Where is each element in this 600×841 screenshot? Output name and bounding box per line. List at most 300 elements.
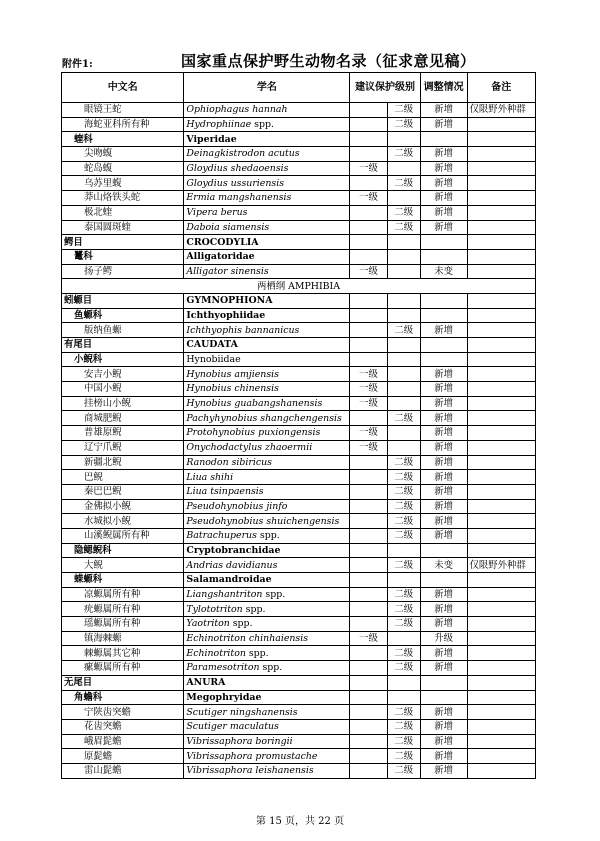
level-1-cell [350,661,387,676]
table-row [62,367,536,382]
species-scientific-name [184,587,350,602]
species-scientific-name [184,161,350,176]
adjustment-cell [420,573,467,588]
level-2-cell [387,631,420,646]
table-row [62,264,536,279]
remarks-cell [467,382,536,397]
adjustment-cell: 升级 [420,631,467,646]
scientific-name-italic: Protohynobius puxiongensis [186,427,321,439]
family-chinese-name: 蝾螈科 [62,573,184,588]
level-2-cell [387,264,420,279]
adjustment-cell: 新增 [420,117,467,132]
remarks-cell [467,705,536,720]
adjustment-cell: 未变 [420,264,467,279]
species-scientific-name [184,734,350,749]
level-1-cell [350,470,387,485]
table-row [62,426,536,441]
adjustment-cell: 新增 [420,323,467,338]
level-2-cell [387,191,420,206]
family-scientific-name: Megophryidae [184,690,350,705]
level-2-cell [387,573,420,588]
species-scientific-name [184,147,350,162]
level-2-cell: 二级 [387,719,420,734]
level-1-cell [350,514,387,529]
level-2-cell: 二级 [387,470,420,485]
species-scientific-name [184,220,350,235]
table-row [62,117,536,132]
order-chinese-name: 鳄目 [62,235,184,250]
level-2-cell [387,426,420,441]
level-2-cell: 二级 [387,763,420,778]
level-2-cell [387,132,420,147]
remarks-cell [467,220,536,235]
level-1-cell [350,235,387,250]
remarks-cell [467,587,536,602]
species-scientific-name [184,382,350,397]
level-2-cell: 二级 [387,147,420,162]
level-2-cell [387,675,420,690]
species-scientific-name [184,117,350,132]
level-1-cell [350,338,387,353]
level-1-cell [350,484,387,499]
remarks-cell: 仅限野外种群 [467,103,536,118]
table-row [62,719,536,734]
family-chinese-name: 鱼螈科 [62,308,184,323]
family-scientific-name: Ichthyophiidae [184,308,350,323]
remarks-cell [467,514,536,529]
adjustment-cell: 新增 [420,426,467,441]
level-2-cell [387,543,420,558]
level-2-cell [387,367,420,382]
species-scientific-name [184,749,350,764]
adjustment-cell: 新增 [420,220,467,235]
adjustment-cell: 新增 [420,205,467,220]
species-chinese-name: 新疆北鲵 [62,455,184,470]
remarks-cell [467,338,536,353]
level-2-cell: 二级 [387,220,420,235]
species-chinese-name: 巴鲵 [62,470,184,485]
scientific-name-suffix: spp. [259,662,283,674]
scientific-name-italic: Hynobius guabangshanensis [186,398,323,410]
level-2-cell: 二级 [387,323,420,338]
species-chinese-name: 瑶螈属所有种 [62,617,184,632]
adjustment-cell: 新增 [420,646,467,661]
remarks-cell [467,205,536,220]
scientific-name-italic: Batrachuperus [186,530,257,542]
table-row [62,763,536,778]
species-chinese-name: 普雄原鲵 [62,426,184,441]
adjustment-cell [420,338,467,353]
table-row [62,411,536,426]
scientific-name-suffix: spp. [256,530,280,542]
scientific-name-italic: Liangshantriton [186,589,263,601]
level-2-cell [387,396,420,411]
species-scientific-name [184,514,350,529]
level-1-cell [350,308,387,323]
remarks-cell [467,484,536,499]
order-scientific-name: GYMNOPHIONA [184,293,350,308]
table-row [62,455,536,470]
remarks-cell [467,235,536,250]
species-chinese-name: 瘰螈属所有种 [62,661,184,676]
family-row [62,132,536,147]
scientific-name-italic: Ermia mangshanensis [186,192,292,204]
species-chinese-name: 蛇岛蝮 [62,161,184,176]
level-1-cell [350,411,387,426]
level-1-cell [350,205,387,220]
scientific-name-italic: Yaotriton [186,618,230,630]
scientific-name-italic: Scutiger ningshanensis [186,706,298,718]
scientific-name-italic: Paramesotriton [186,662,260,674]
scientific-name-italic: Andrias davidianus [186,559,278,571]
level-2-cell: 二级 [387,411,420,426]
species-scientific-name [184,602,350,617]
species-scientific-name [184,528,350,543]
remarks-cell [467,367,536,382]
species-chinese-name: 极北蝰 [62,205,184,220]
level-2-cell: 二级 [387,646,420,661]
species-chinese-name: 泰国圆斑蝰 [62,220,184,235]
adjustment-cell: 新增 [420,661,467,676]
remarks-cell [467,323,536,338]
scientific-name-italic: Vibrissaphora leishanensis [186,765,314,777]
level-1-cell [350,352,387,367]
level-1-cell [350,249,387,264]
species-scientific-name [184,705,350,720]
adjustment-cell: 新增 [420,484,467,499]
species-chinese-name: 乌苏里蝮 [62,176,184,191]
class-row [62,279,536,294]
table-row [62,484,536,499]
species-scientific-name [184,484,350,499]
family-chinese-name: 隐鳃鲵科 [62,543,184,558]
species-chinese-name: 水城拟小鲵 [62,514,184,529]
scientific-name-italic: Hydrophiinae [186,119,252,131]
species-scientific-name [184,440,350,455]
table-row [62,587,536,602]
adjustment-cell: 新增 [420,103,467,118]
order-chinese-name: 无尾目 [62,675,184,690]
table-row [62,705,536,720]
level-2-cell [387,161,420,176]
scientific-name-italic: Scutiger maculatus [186,721,279,733]
level-1-cell [350,705,387,720]
table-row [62,749,536,764]
adjustment-cell: 新增 [420,514,467,529]
adjustment-cell: 新增 [420,617,467,632]
level-2-cell: 二级 [387,205,420,220]
level-1-cell [350,103,387,118]
remarks-cell [467,440,536,455]
scientific-name-italic: Liua shihi [186,471,234,483]
level-2-cell [387,690,420,705]
species-scientific-name [184,558,350,573]
level-1-cell: 一级 [350,396,387,411]
level-1-cell [350,734,387,749]
remarks-cell [467,749,536,764]
family-scientific-name: Hynobiidae [184,352,350,367]
species-chinese-name: 挂榜山小鲵 [62,396,184,411]
level-2-cell: 二级 [387,734,420,749]
level-1-cell [350,719,387,734]
level-1-cell [350,763,387,778]
species-chinese-name: 金佛拟小鲵 [62,499,184,514]
level-2-cell: 二级 [387,587,420,602]
adjustment-cell [420,352,467,367]
family-row [62,573,536,588]
level-1-cell: 一级 [350,264,387,279]
table-row [62,147,536,162]
remarks-cell [467,690,536,705]
remarks-cell [467,573,536,588]
species-scientific-name [184,205,350,220]
scientific-name-italic: Alligator sinensis [186,265,269,277]
adjustment-cell: 新增 [420,470,467,485]
family-row [62,690,536,705]
species-scientific-name [184,426,350,441]
level-2-cell: 二级 [387,558,420,573]
level-2-cell: 二级 [387,705,420,720]
adjustment-cell: 新增 [420,147,467,162]
remarks-cell [467,675,536,690]
family-scientific-name: Salamandroidae [184,573,350,588]
species-chinese-name: 峨眉髭蟾 [62,734,184,749]
adjustment-cell [420,235,467,250]
table-row [62,617,536,632]
table-header-row [62,73,536,103]
level-1-cell [350,323,387,338]
scientific-name-italic: Gloydius shedaoensis [186,163,289,175]
species-scientific-name [184,719,350,734]
species-scientific-name [184,103,350,118]
species-chinese-name: 中国小鲵 [62,382,184,397]
level-1-cell [350,293,387,308]
adjustment-cell: 新增 [420,734,467,749]
adjustment-cell: 新增 [420,749,467,764]
family-row [62,352,536,367]
family-scientific-name: Alligatoridae [184,249,350,264]
header-scientific-name: 学名 [184,73,350,103]
adjustment-cell [420,132,467,147]
order-scientific-name: CAUDATA [184,338,350,353]
table-row [62,205,536,220]
level-1-cell: 一级 [350,161,387,176]
level-1-cell: 一级 [350,426,387,441]
family-chinese-name: 鼍科 [62,249,184,264]
attachment-label: 附件1: [62,59,93,70]
remarks-cell [467,499,536,514]
remarks-cell [467,396,536,411]
level-1-cell: 一级 [350,631,387,646]
table-row [62,161,536,176]
scientific-name-italic: Hynobius amjiensis [186,368,279,380]
adjustment-cell: 新增 [420,382,467,397]
species-scientific-name [184,763,350,778]
table-row [62,323,536,338]
scientific-name-suffix: spp. [262,589,286,601]
adjustment-cell: 新增 [420,499,467,514]
order-row [62,338,536,353]
table-row [62,382,536,397]
species-chinese-name: 宁陕齿突蟾 [62,705,184,720]
species-scientific-name [184,646,350,661]
remarks-cell: 仅限野外种群 [467,558,536,573]
species-chinese-name: 安吉小鲵 [62,367,184,382]
level-1-cell: 一级 [350,382,387,397]
level-1-cell [350,176,387,191]
level-1-cell: 一级 [350,367,387,382]
adjustment-cell: 新增 [420,411,467,426]
species-chinese-name: 商城肥鲵 [62,411,184,426]
remarks-cell [467,631,536,646]
scientific-name-italic: Daboia siamensis [186,221,270,233]
remarks-cell [467,191,536,206]
family-scientific-name: Viperidae [184,132,350,147]
species-chinese-name: 镇海棘螈 [62,631,184,646]
remarks-cell [467,264,536,279]
table-row [62,191,536,206]
level-2-cell [387,235,420,250]
order-scientific-name: ANURA [184,675,350,690]
species-table-body [62,73,536,779]
scientific-name-italic: Pseudohynobius jinfo [186,500,288,512]
level-1-cell: 一级 [350,191,387,206]
species-scientific-name [184,661,350,676]
level-1-cell [350,602,387,617]
adjustment-cell: 新增 [420,763,467,778]
scientific-name-italic: Ichthyophis bannanicus [186,324,300,336]
level-2-cell [387,382,420,397]
table-row [62,470,536,485]
table-row [62,631,536,646]
remarks-cell [467,411,536,426]
species-chinese-name: 版纳鱼螈 [62,323,184,338]
table-row [62,514,536,529]
scientific-name-italic: Ranodon sibiricus [186,456,272,468]
order-row [62,235,536,250]
level-1-cell [350,147,387,162]
family-chinese-name: 小鲵科 [62,352,184,367]
species-scientific-name [184,264,350,279]
scientific-name-italic: Hynobius chinensis [186,383,279,395]
species-scientific-name [184,191,350,206]
family-chinese-name: 角蟾科 [62,690,184,705]
species-chinese-name: 秦巴巴鲵 [62,484,184,499]
level-2-cell [387,352,420,367]
level-1-cell [350,220,387,235]
remarks-cell [467,602,536,617]
level-1-cell [350,132,387,147]
header-protection-level: 建议保护级别 [350,73,421,103]
order-scientific-name: CROCODYLIA [184,235,350,250]
level-1-cell [350,455,387,470]
species-table [61,72,536,779]
adjustment-cell [420,249,467,264]
adjustment-cell: 新增 [420,176,467,191]
level-1-cell [350,528,387,543]
remarks-cell [467,661,536,676]
header-adjustment: 调整情况 [420,73,467,103]
remarks-cell [467,455,536,470]
level-1-cell [350,587,387,602]
remarks-cell [467,426,536,441]
level-2-cell: 二级 [387,617,420,632]
remarks-cell [467,719,536,734]
level-1-cell [350,690,387,705]
level-1-cell [350,617,387,632]
remarks-cell [467,147,536,162]
species-chinese-name: 大鲵 [62,558,184,573]
level-2-cell: 二级 [387,176,420,191]
level-2-cell [387,338,420,353]
table-row [62,602,536,617]
species-scientific-name [184,631,350,646]
adjustment-cell: 新增 [420,602,467,617]
scientific-name-italic: Deinagkistrodon acutus [186,148,300,160]
scientific-name-italic: Onychodactylus zhaoermii [186,442,313,454]
remarks-cell [467,161,536,176]
level-2-cell: 二级 [387,661,420,676]
order-row [62,675,536,690]
order-row [62,293,536,308]
table-row [62,646,536,661]
scientific-name-italic: Echinotriton chinhaiensis [186,633,309,645]
species-chinese-name: 原髭蟾 [62,749,184,764]
species-chinese-name: 眼镜王蛇 [62,103,184,118]
species-chinese-name: 尖吻蝮 [62,147,184,162]
table-row [62,661,536,676]
table-row [62,103,536,118]
adjustment-cell [420,293,467,308]
remarks-cell [467,543,536,558]
level-2-cell: 二级 [387,528,420,543]
adjustment-cell: 新增 [420,440,467,455]
remarks-cell [467,352,536,367]
species-scientific-name [184,323,350,338]
scientific-name-italic: Vibrissaphora boringii [186,735,293,747]
scientific-name-suffix: spp. [251,119,274,131]
remarks-cell [467,176,536,191]
level-2-cell: 二级 [387,117,420,132]
table-row [62,499,536,514]
adjustment-cell [420,308,467,323]
adjustment-cell [420,690,467,705]
level-1-cell [350,573,387,588]
level-1-cell: 一级 [350,440,387,455]
level-2-cell: 二级 [387,749,420,764]
adjustment-cell [420,675,467,690]
species-chinese-name: 棘螈属其它种 [62,646,184,661]
table-row [62,220,536,235]
level-2-cell: 二级 [387,499,420,514]
species-chinese-name: 辽宁爪鲵 [62,440,184,455]
adjustment-cell: 新增 [420,161,467,176]
species-scientific-name [184,411,350,426]
remarks-cell [467,249,536,264]
level-2-cell [387,308,420,323]
level-2-cell [387,249,420,264]
species-scientific-name [184,396,350,411]
species-scientific-name [184,367,350,382]
remarks-cell [467,617,536,632]
remarks-cell [467,293,536,308]
scientific-name-italic: Ophiophagus hannah [186,104,288,116]
level-2-cell: 二级 [387,484,420,499]
scientific-name-suffix: spp. [245,647,269,659]
adjustment-cell: 新增 [420,396,467,411]
table-row [62,528,536,543]
family-row [62,249,536,264]
